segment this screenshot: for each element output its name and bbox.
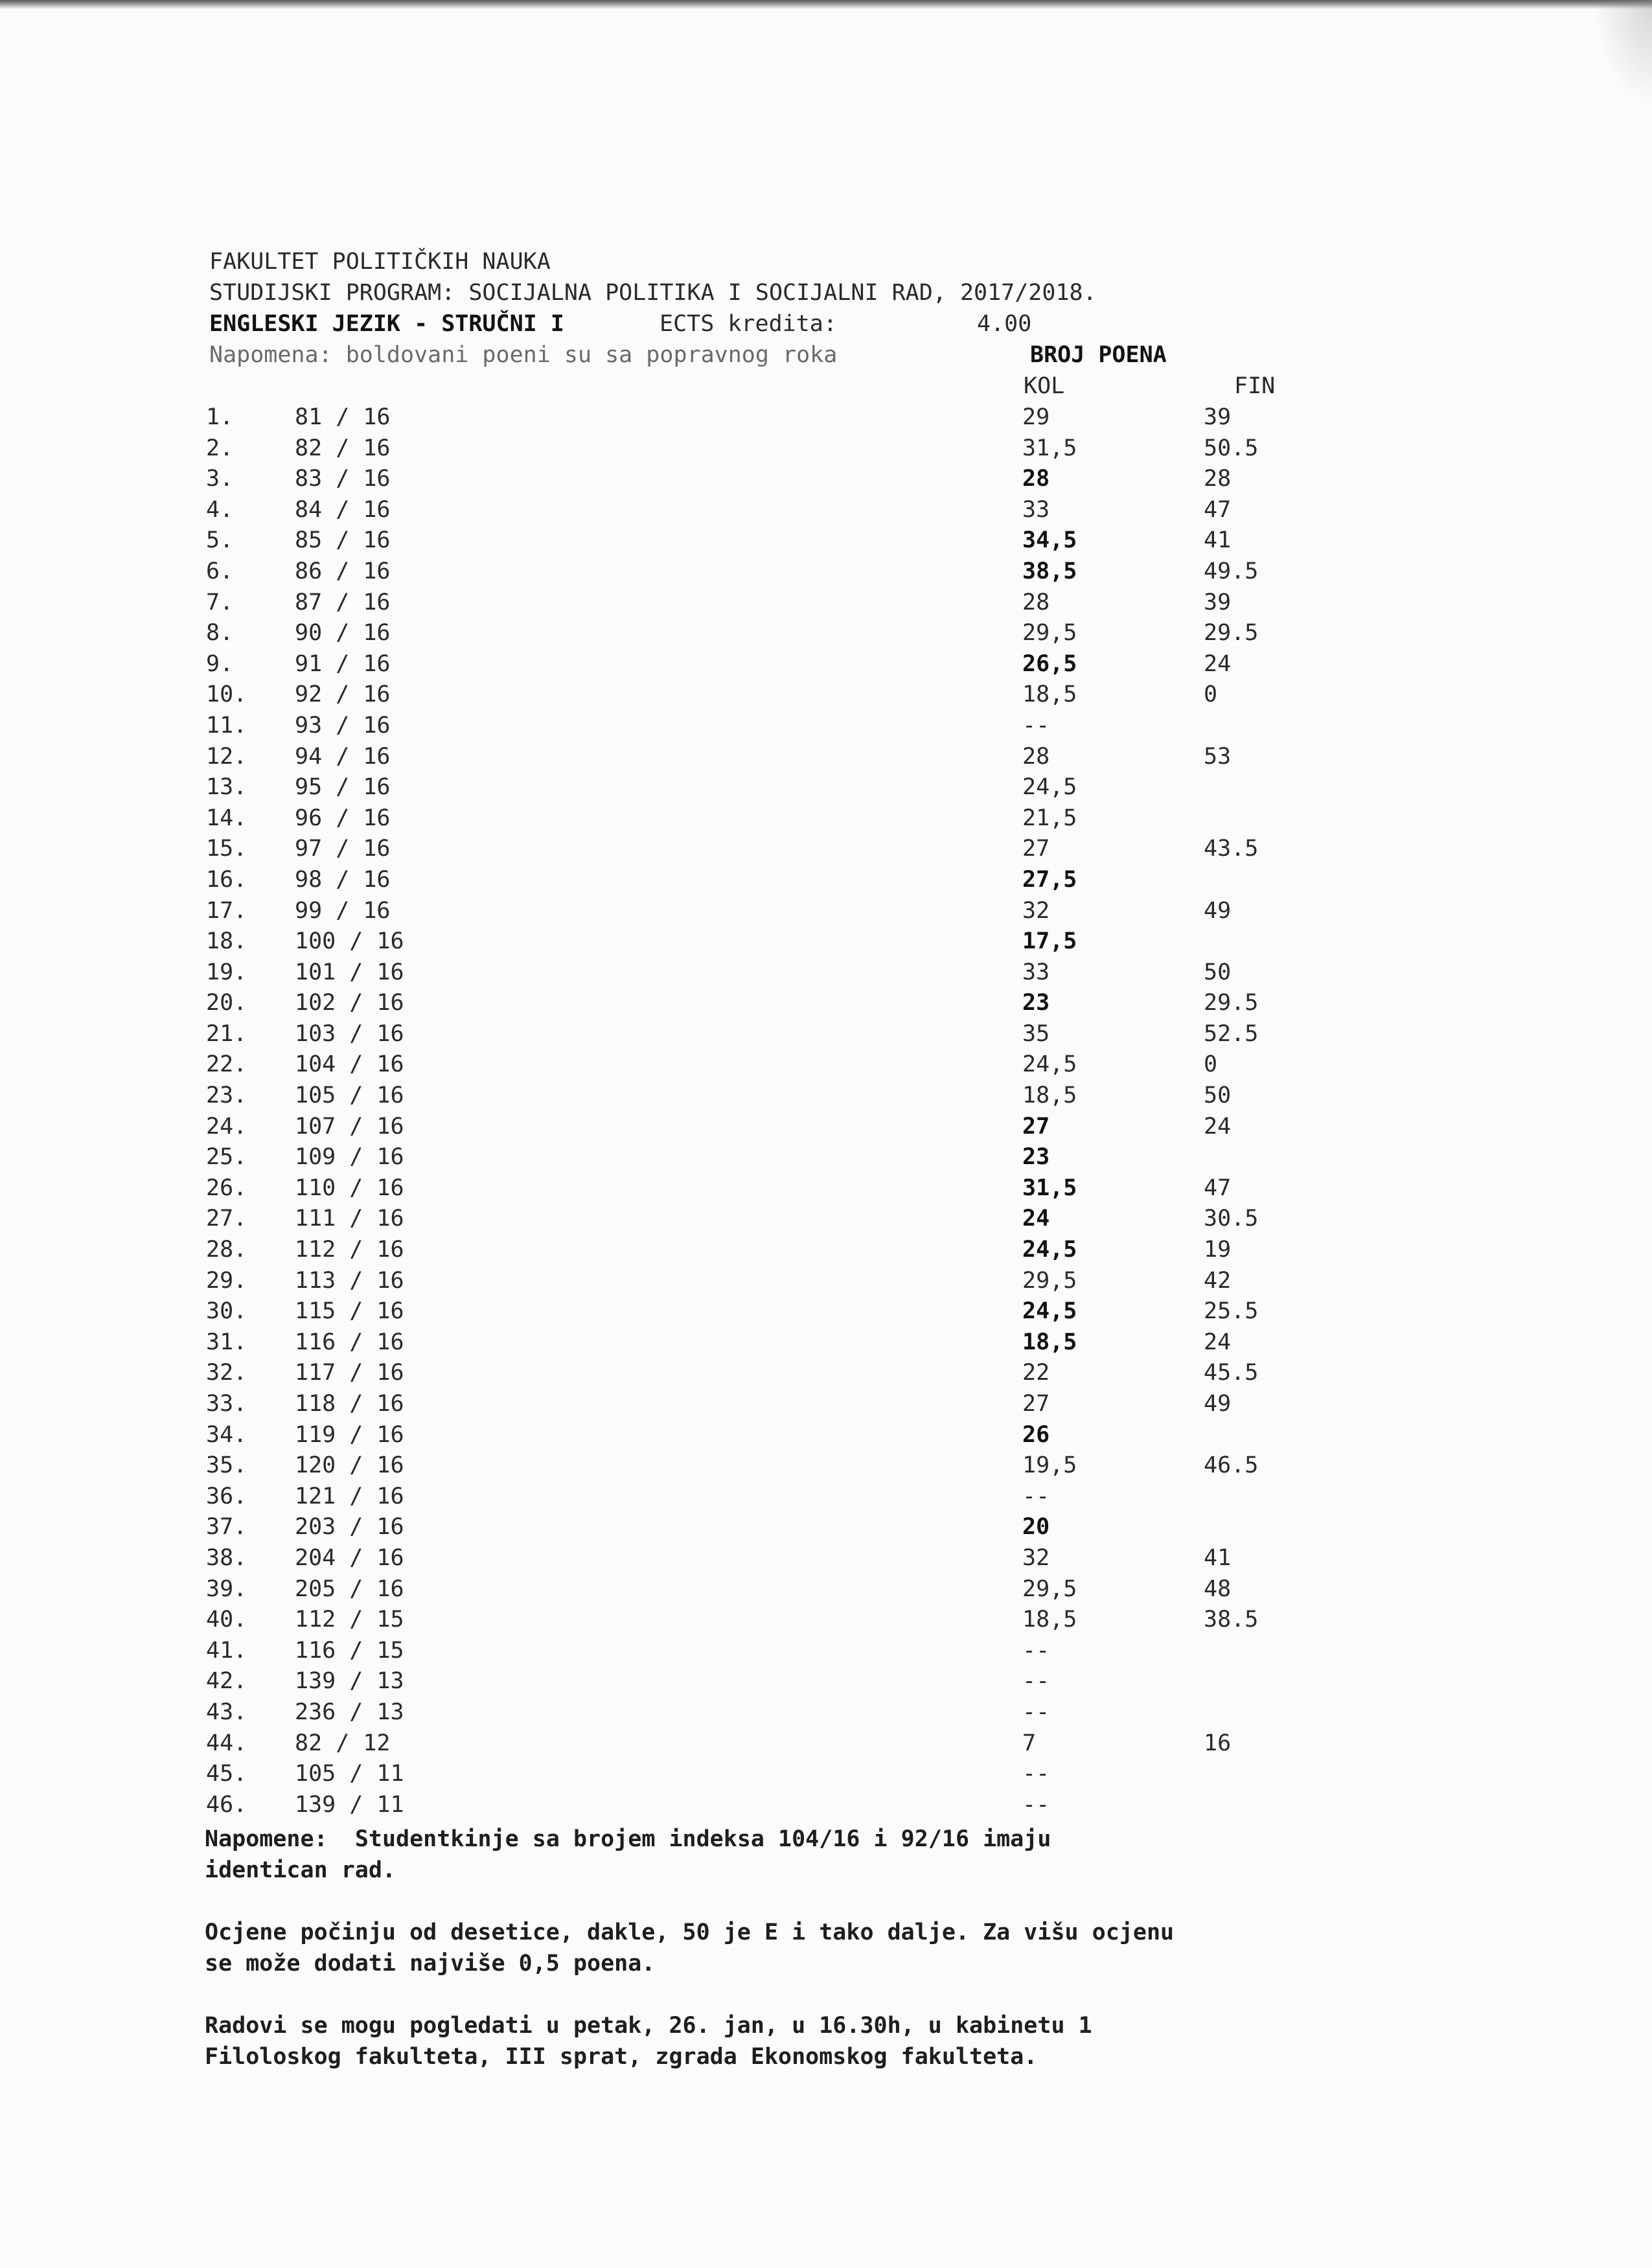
scan-corner-shadow: [1594, 0, 1652, 104]
kol-points: 23: [1022, 1144, 1050, 1171]
row-number: 21.: [206, 1020, 247, 1047]
study-program: STUDIJSKI PROGRAM: SOCIJALNA POLITIKA I SOCIJALNI RAD, 2017/2018.: [209, 280, 1097, 306]
kol-points: 17,5: [1022, 928, 1077, 955]
note-2-cont: se može dodati najviše 0,5 poena.: [205, 1951, 656, 1976]
table-row: [0, 556, 1652, 588]
row-number: 38.: [206, 1544, 247, 1571]
student-index: 99 / 16: [295, 897, 391, 924]
table-row: [0, 1790, 1652, 1821]
row-number: 1.: [206, 404, 234, 430]
student-index: 101 / 16: [295, 959, 404, 985]
row-number: 12.: [206, 743, 247, 770]
table-row: [0, 1482, 1652, 1513]
row-number: 3.: [206, 466, 234, 492]
student-index: 116 / 15: [295, 1637, 404, 1664]
student-index: 103 / 16: [295, 1020, 404, 1047]
kol-points: 28: [1022, 589, 1050, 615]
student-index: 105 / 16: [295, 1082, 404, 1109]
table-row: [0, 433, 1652, 464]
row-number: 29.: [206, 1267, 247, 1294]
student-index: 115 / 16: [295, 1298, 404, 1325]
table-row: [0, 1049, 1652, 1081]
kol-points: 19,5: [1022, 1452, 1077, 1479]
student-index: 81 / 16: [295, 404, 391, 430]
table-row: [0, 618, 1652, 649]
scan-top-edge: [0, 0, 1652, 9]
fin-points: 49.5: [1204, 558, 1259, 584]
kol-points: 29: [1022, 404, 1050, 430]
table-row: [0, 896, 1652, 927]
course-name: ENGLESKI JEZIK - STRUČNI I: [209, 311, 564, 337]
row-number: 7.: [206, 589, 234, 615]
kol-points: 7: [1022, 1730, 1037, 1756]
note-2: Ocjene počinju od desetice, dakle, 50 je E i tako dalje. Za višu ocjenu: [205, 1919, 1175, 1945]
student-index: 236 / 13: [295, 1699, 404, 1725]
student-index: 86 / 16: [295, 558, 391, 584]
row-number: 37.: [206, 1514, 247, 1541]
fin-points: 39: [1204, 404, 1232, 430]
row-number: 24.: [206, 1113, 247, 1140]
row-number: 32.: [206, 1360, 247, 1386]
fin-points: 49: [1204, 1391, 1232, 1417]
student-index: 139 / 13: [295, 1668, 404, 1695]
kol-points: 24,5: [1022, 774, 1077, 801]
kol-points: --: [1022, 1668, 1050, 1695]
table-row: [0, 680, 1652, 711]
ects-value: 4.00: [977, 311, 1032, 337]
kol-points: 27,5: [1022, 866, 1077, 893]
course-line: [209, 308, 1097, 339]
row-number: 28.: [206, 1237, 247, 1263]
kol-points: 27: [1022, 1391, 1050, 1417]
table-row: [0, 1296, 1652, 1327]
kol-points: 33: [1022, 496, 1050, 523]
row-number: 36.: [206, 1483, 247, 1509]
row-number: 27.: [206, 1206, 247, 1232]
row-number: 11.: [206, 712, 247, 739]
fin-points: 0: [1204, 682, 1218, 708]
row-number: 23.: [206, 1082, 247, 1109]
row-number: 26.: [206, 1174, 247, 1201]
fin-points: 43.5: [1204, 836, 1259, 862]
student-index: 95 / 16: [295, 774, 391, 801]
row-number: 16.: [206, 866, 247, 893]
fin-points: 46.5: [1204, 1452, 1259, 1479]
student-index: 87 / 16: [295, 589, 391, 615]
fin-points: 24: [1204, 650, 1232, 677]
row-number: 15.: [206, 836, 247, 862]
kol-points: 29,5: [1022, 620, 1077, 647]
table-row: [0, 1636, 1652, 1667]
row-number: 31.: [206, 1329, 247, 1355]
kol-points: 32: [1022, 1544, 1050, 1571]
table-row: [0, 834, 1652, 865]
kol-points: --: [1022, 1761, 1050, 1787]
kol-points: 24: [1022, 1206, 1050, 1232]
kol-points: 31,5: [1022, 1174, 1077, 1201]
student-index: 107 / 16: [295, 1113, 404, 1140]
fin-points: 25.5: [1204, 1298, 1259, 1325]
student-index: 111 / 16: [295, 1206, 404, 1232]
fin-points: 42: [1204, 1267, 1232, 1294]
table-row: [0, 588, 1652, 619]
fin-points: 29.5: [1204, 990, 1259, 1016]
note-3-cont: Filoloskog fakulteta, III sprat, zgrada Ekonomskog fakulteta.: [205, 2044, 1038, 2070]
table-row: [0, 742, 1652, 773]
row-number: 13.: [206, 774, 247, 801]
fin-points: 50: [1204, 959, 1232, 985]
fin-points: 28: [1204, 466, 1232, 492]
table-row: [0, 1358, 1652, 1389]
kol-points: 20: [1022, 1514, 1050, 1541]
note-1: [205, 1824, 1436, 1855]
fin-points: 39: [1204, 589, 1232, 615]
fin-points: 47: [1204, 496, 1232, 523]
student-index: 203 / 16: [295, 1514, 404, 1541]
kol-points: 28: [1022, 743, 1050, 770]
student-index: 139 / 11: [295, 1791, 404, 1818]
kol-points: 35: [1022, 1020, 1050, 1047]
student-index: 109 / 16: [295, 1144, 404, 1171]
notes-label: Napomene:: [205, 1826, 328, 1852]
table-row: [0, 1389, 1652, 1420]
document-header: [209, 246, 1276, 402]
table-row: [0, 865, 1652, 896]
table-row: [0, 1142, 1652, 1173]
kol-points: 27: [1022, 1113, 1050, 1140]
fin-points: 38.5: [1204, 1607, 1259, 1633]
row-number: 10.: [206, 682, 247, 708]
student-index: 98 / 16: [295, 866, 391, 893]
student-index: 82 / 16: [295, 435, 391, 461]
student-index: 84 / 16: [295, 496, 391, 523]
fin-points: 50.5: [1204, 435, 1259, 461]
student-index: 112 / 15: [295, 1607, 404, 1633]
kol-points: --: [1022, 1483, 1050, 1509]
fin-points: 29.5: [1204, 620, 1259, 647]
row-number: 22.: [206, 1051, 247, 1078]
kol-points: 29,5: [1022, 1267, 1077, 1294]
kol-points: 27: [1022, 836, 1050, 862]
table-row: [0, 803, 1652, 834]
student-index: 94 / 16: [295, 743, 391, 770]
row-number: 35.: [206, 1452, 247, 1479]
student-index: 96 / 16: [295, 805, 391, 831]
table-row: [0, 1235, 1652, 1266]
kol-points: 26: [1022, 1421, 1050, 1448]
table-row: [0, 464, 1652, 495]
table-row: [0, 926, 1652, 957]
results-table: [0, 402, 1652, 1820]
kol-points: 32: [1022, 897, 1050, 924]
kol-points: 28: [1022, 466, 1050, 492]
table-row: [0, 711, 1652, 742]
row-number: 34.: [206, 1421, 247, 1448]
table-row: [0, 1605, 1652, 1636]
table-row: [0, 1574, 1652, 1605]
fin-points: 52.5: [1204, 1020, 1259, 1047]
table-row: [0, 1420, 1652, 1451]
student-index: 116 / 16: [295, 1329, 404, 1355]
row-number: 44.: [206, 1730, 247, 1756]
row-number: 33.: [206, 1391, 247, 1417]
table-row: [0, 649, 1652, 680]
note-3: Radovi se mogu pogledati u petak, 26. jan, u 16.30h, u kabinetu 1: [205, 2013, 1092, 2039]
row-number: 30.: [206, 1298, 247, 1325]
table-row: [0, 1543, 1652, 1574]
table-row: [0, 772, 1652, 803]
row-number: 42.: [206, 1668, 247, 1695]
kol-points: 24,5: [1022, 1237, 1077, 1263]
student-index: 119 / 16: [295, 1421, 404, 1448]
table-row: [0, 1450, 1652, 1482]
note-1-text: Studentkinje sa brojem indeksa 104/16 i 92/16 imaju: [354, 1826, 1051, 1852]
kol-points: 29,5: [1022, 1575, 1077, 1602]
faculty-name: FAKULTET POLITIČKIH NAUKA: [209, 249, 551, 275]
kol-points: --: [1022, 1791, 1050, 1818]
student-index: 97 / 16: [295, 836, 391, 862]
row-number: 18.: [206, 928, 247, 955]
fin-points: 48: [1204, 1575, 1232, 1602]
row-number: 39.: [206, 1575, 247, 1602]
row-number: 43.: [206, 1699, 247, 1725]
kol-points: 23: [1022, 990, 1050, 1016]
kol-points: --: [1022, 1637, 1050, 1664]
remark-line: [209, 339, 1167, 371]
kol-points: 18,5: [1022, 682, 1077, 708]
table-row: [0, 1173, 1652, 1204]
table-row: [0, 1019, 1652, 1050]
fin-points: 0: [1204, 1051, 1218, 1078]
student-index: 120 / 16: [295, 1452, 404, 1479]
fin-points: 53: [1204, 743, 1232, 770]
fin-points: 16: [1204, 1730, 1232, 1756]
table-row: [0, 495, 1652, 526]
fin-points: 49: [1204, 897, 1232, 924]
table-row: [0, 1204, 1652, 1235]
row-number: 40.: [206, 1607, 247, 1633]
kol-points: 24,5: [1022, 1051, 1077, 1078]
kol-points: 38,5: [1022, 558, 1077, 584]
row-number: 6.: [206, 558, 234, 584]
fin-points: 45.5: [1204, 1360, 1259, 1386]
row-number: 8.: [206, 620, 234, 647]
table-row: [0, 957, 1652, 989]
row-number: 9.: [206, 650, 234, 677]
row-number: 19.: [206, 959, 247, 985]
fin-points: 41: [1204, 527, 1232, 554]
student-index: 118 / 16: [295, 1391, 404, 1417]
row-number: 4.: [206, 496, 234, 523]
row-number: 25.: [206, 1144, 247, 1171]
fin-points: 41: [1204, 1544, 1232, 1571]
fin-points: 24: [1204, 1329, 1232, 1355]
student-index: 100 / 16: [295, 928, 404, 955]
points-heading: BROJ POENA: [1030, 342, 1167, 368]
table-row: [0, 1697, 1652, 1728]
student-index: 110 / 16: [295, 1174, 404, 1201]
row-number: 14.: [206, 805, 247, 831]
row-number: 45.: [206, 1761, 247, 1787]
kol-points: 18,5: [1022, 1329, 1077, 1355]
row-number: 41.: [206, 1637, 247, 1664]
student-index: 121 / 16: [295, 1483, 404, 1509]
kol-points: 26,5: [1022, 650, 1077, 677]
fin-points: 50: [1204, 1082, 1232, 1109]
student-index: 105 / 11: [295, 1761, 404, 1787]
row-number: 2.: [206, 435, 234, 461]
column-kol-header: KOL: [1024, 373, 1065, 399]
student-index: 85 / 16: [295, 527, 391, 554]
table-row: [0, 1327, 1652, 1358]
notes-section: [205, 1824, 1436, 2072]
note-1-cont: identican rad.: [205, 1857, 396, 1883]
column-headers: [209, 371, 1276, 402]
row-number: 46.: [206, 1791, 247, 1818]
student-index: 92 / 16: [295, 682, 391, 708]
kol-points: 24,5: [1022, 1298, 1077, 1325]
student-index: 82 / 12: [295, 1730, 391, 1756]
student-index: 204 / 16: [295, 1544, 404, 1571]
table-row: [0, 1266, 1652, 1297]
table-row: [0, 1728, 1652, 1759]
kol-points: --: [1022, 712, 1050, 739]
table-row: [0, 1081, 1652, 1112]
kol-points: 33: [1022, 959, 1050, 985]
kol-points: 18,5: [1022, 1607, 1077, 1633]
student-index: 91 / 16: [295, 650, 391, 677]
student-index: 83 / 16: [295, 466, 391, 492]
student-index: 112 / 16: [295, 1237, 404, 1263]
student-index: 93 / 16: [295, 712, 391, 739]
student-index: 205 / 16: [295, 1575, 404, 1602]
kol-points: 18,5: [1022, 1082, 1077, 1109]
kol-points: 22: [1022, 1360, 1050, 1386]
fin-points: 19: [1204, 1237, 1232, 1263]
student-index: 90 / 16: [295, 620, 391, 647]
table-row: [0, 988, 1652, 1019]
kol-points: 34,5: [1022, 527, 1077, 554]
fin-points: 24: [1204, 1113, 1232, 1140]
ects-label: ECTS kredita:: [660, 311, 837, 337]
fin-points: 47: [1204, 1174, 1232, 1201]
table-row: [0, 1512, 1652, 1543]
bold-points-remark: Napomena: boldovani poeni su sa popravnog roka: [209, 342, 838, 368]
table-row: [0, 525, 1652, 556]
student-index: 104 / 16: [295, 1051, 404, 1078]
kol-points: 31,5: [1022, 435, 1077, 461]
kol-points: --: [1022, 1699, 1050, 1725]
table-row: [0, 1666, 1652, 1697]
row-number: 5.: [206, 527, 234, 554]
row-number: 17.: [206, 897, 247, 924]
column-fin-header: FIN: [1234, 373, 1276, 399]
table-row: [0, 1759, 1652, 1790]
student-index: 117 / 16: [295, 1360, 404, 1386]
fin-points: 30.5: [1204, 1206, 1259, 1232]
kol-points: 21,5: [1022, 805, 1077, 831]
row-number: 20.: [206, 990, 247, 1016]
table-row: [0, 1112, 1652, 1143]
student-index: 113 / 16: [295, 1267, 404, 1294]
table-row: [0, 402, 1652, 433]
student-index: 102 / 16: [295, 990, 404, 1016]
